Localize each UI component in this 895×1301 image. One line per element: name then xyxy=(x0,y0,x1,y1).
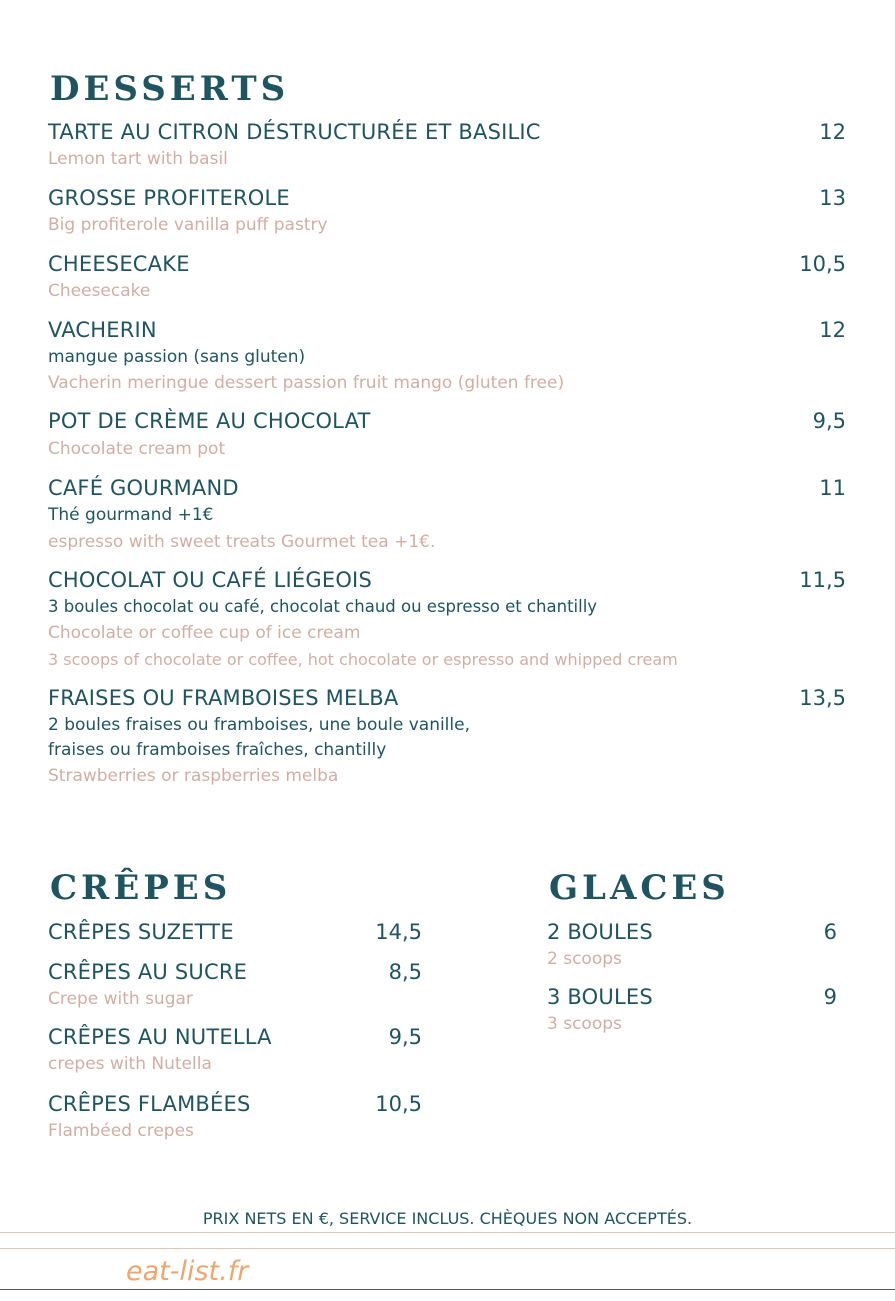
glaces-title: GLACES xyxy=(549,868,730,908)
dessert-item-price: 9,5 xyxy=(812,409,846,433)
dessert-item-price: 12 xyxy=(819,318,846,342)
dessert-item-french: mangue passion (sans gluten) xyxy=(48,347,306,367)
glace-item-name: 2 BOULES xyxy=(547,920,653,944)
dessert-item-name: VACHERIN xyxy=(48,318,157,342)
dessert-item-name: CHOCOLAT OU CAFÉ LIÉGEOIS xyxy=(48,568,372,592)
dessert-item-english: Vacherin meringue dessert passion fruit mango (gluten free) xyxy=(48,373,565,393)
crepe-item-english: Flambéed crepes xyxy=(48,1121,194,1141)
divider xyxy=(0,1232,895,1233)
dessert-item-french: 3 boules chocolat ou café, chocolat chaud ou espresso et chantilly xyxy=(48,597,598,616)
dessert-item-name: GROSSE PROFITEROLE xyxy=(48,186,290,210)
dessert-item-name: POT DE CRÈME AU CHOCOLAT xyxy=(48,409,371,433)
dessert-item-price: 10,5 xyxy=(799,252,846,276)
dessert-item-english: espresso with sweet treats Gourmet tea +1€. xyxy=(48,532,436,552)
glace-item-price: 6 xyxy=(823,920,837,944)
crepe-item-name: CRÊPES AU SUCRE xyxy=(48,960,248,984)
dessert-item-name: TARTE AU CITRON DÉSTRUCTURÉE ET BASILIC xyxy=(48,120,541,144)
crepe-item-price: 8,5 xyxy=(388,960,422,984)
dessert-item-english: Strawberries or raspberries melba xyxy=(48,766,339,786)
crepe-item-name: CRÊPES FLAMBÉES xyxy=(48,1092,251,1116)
divider xyxy=(0,1248,895,1249)
dessert-item-french: fraises ou framboises fraîches, chantilly xyxy=(48,740,387,760)
dessert-item-english: Cheesecake xyxy=(48,281,151,301)
crepe-item-name: CRÊPES SUZETTE xyxy=(48,920,234,944)
crepe-item-price: 14,5 xyxy=(375,920,422,944)
dessert-item-price: 13 xyxy=(819,186,846,210)
glace-item-price: 9 xyxy=(823,985,837,1009)
dessert-item-price: 13,5 xyxy=(799,686,846,710)
dessert-item-english: Chocolate cream pot xyxy=(48,439,226,459)
divider xyxy=(0,1289,895,1290)
dessert-item-english: Lemon tart with basil xyxy=(48,149,228,169)
crepe-item-english: Crepe with sugar xyxy=(48,989,193,1009)
crepe-item-name: CRÊPES AU NUTELLA xyxy=(48,1025,272,1049)
dessert-item-english: Chocolate or coffee cup of ice cream xyxy=(48,623,361,643)
dessert-item-english: Big profiterole vanilla puff pastry xyxy=(48,215,328,235)
dessert-item-price: 11,5 xyxy=(799,568,846,592)
glace-item-english: 3 scoops xyxy=(547,1014,622,1034)
dessert-item-name: CAFÉ GOURMAND xyxy=(48,476,239,500)
dessert-item-english: 3 scoops of chocolate or coffee, hot chocolate or espresso and whipped cream xyxy=(48,650,678,669)
crepe-item-price: 9,5 xyxy=(388,1025,422,1049)
dessert-item-price: 11 xyxy=(819,476,846,500)
glace-item-name: 3 BOULES xyxy=(547,985,653,1009)
crepes-title: CRÊPES xyxy=(50,868,232,908)
dessert-item-price: 12 xyxy=(819,120,846,144)
footer-note: PRIX NETS EN €, SERVICE INCLUS. CHÈQUES NON ACCEPTÉS. xyxy=(202,1209,693,1228)
dessert-item-french: 2 boules fraises ou framboises, une boule vanille, xyxy=(48,715,470,735)
dessert-item-french: Thé gourmand +1€ xyxy=(48,505,214,525)
watermark-text[interactable]: eat-list.fr xyxy=(126,1256,249,1287)
dessert-item-name: CHEESECAKE xyxy=(48,252,190,276)
glace-item-english: 2 scoops xyxy=(547,949,622,969)
dessert-item-name: FRAISES OU FRAMBOISES MELBA xyxy=(48,686,399,710)
crepe-item-english: crepes with Nutella xyxy=(48,1054,212,1074)
crepe-item-price: 10,5 xyxy=(375,1092,422,1116)
desserts-title: DESSERTS xyxy=(50,69,290,109)
